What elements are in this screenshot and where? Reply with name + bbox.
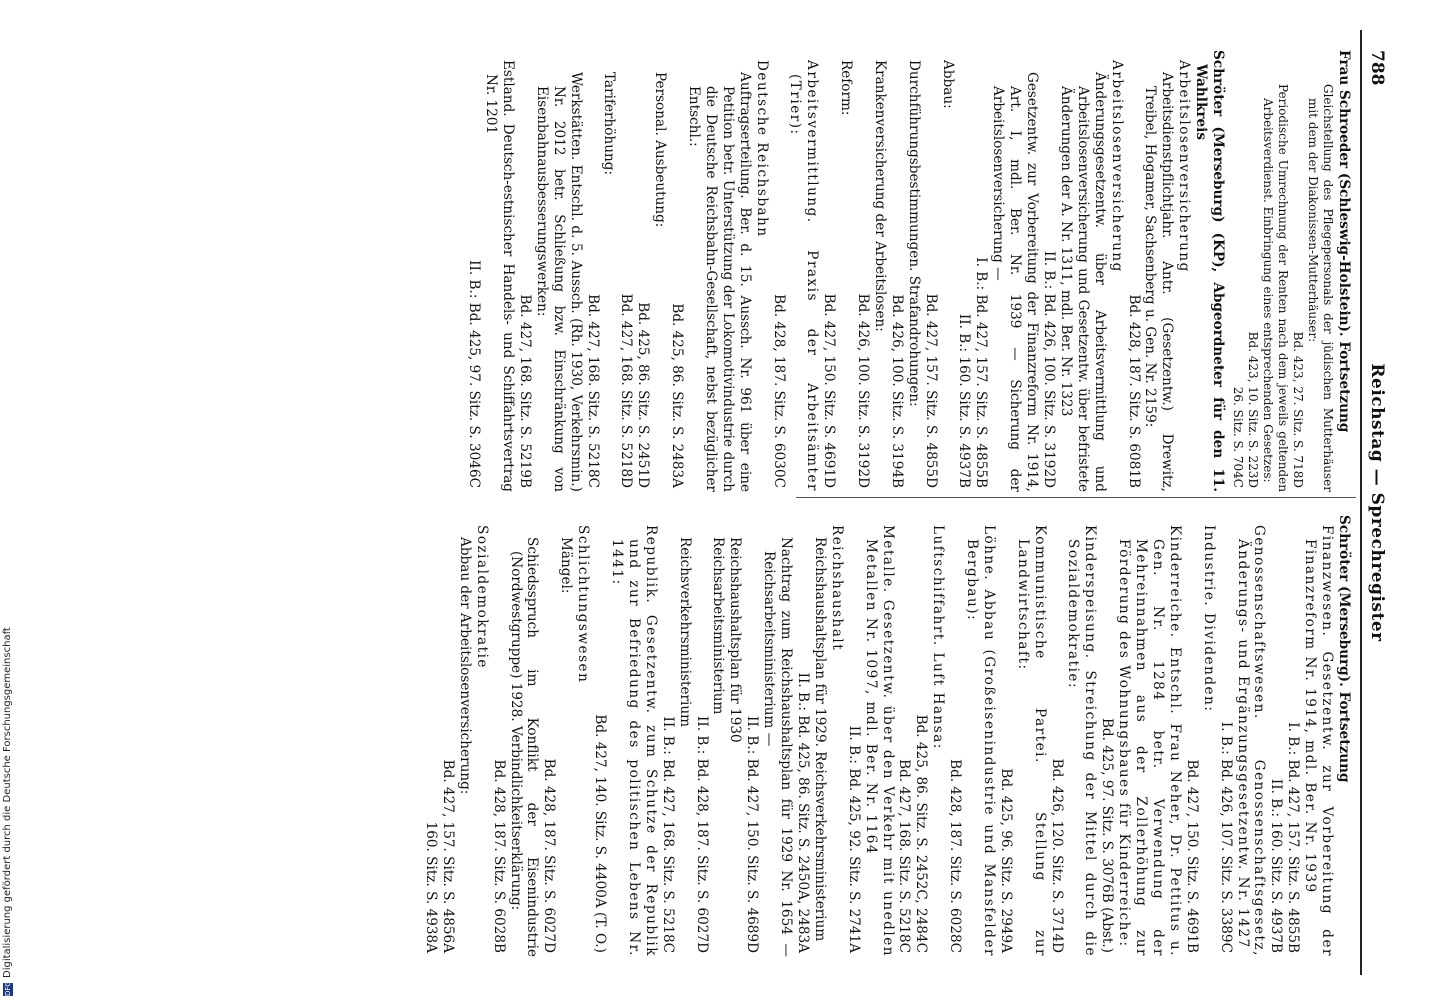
index-reference: II. B.: 160. Sitz. S. 4937B: [1268, 778, 1285, 953]
index-entry: Durchführungsbestimmungen. Strafandrohungen:: [905, 60, 922, 407]
index-entry: Arbeitslosenversicherung: [1176, 60, 1193, 273]
running-head: Reichstag — Sprechregister: [1367, 363, 1387, 642]
index-reference: Bd. 425, 86. Sitz. S. 2452C, 2484C: [913, 714, 930, 953]
index-reference: II. B.: Bd. 426, 100. Sitz. S. 3192D: [1041, 251, 1058, 488]
digitization-footer: [0, 0, 22, 1000]
index-entry: Schlichtungswesen: [575, 525, 592, 684]
footer-credit: Digitalisierung gefördert durch die Deutsche Forschungsgemeinschaft: [2, 627, 13, 978]
index-reference: II. B.: Bd. 428, 187. Sitz. S. 6027D: [693, 716, 710, 953]
index-entry: Tariferhöhung:: [601, 72, 618, 176]
index-entry: Änderungsgesetzentw. über Arbeitsvermittlung und Arbeitslosenversicherung und Gesetzentw. über befristete Änderungen der A. Nr. 1311, mdl. Ber. Nr. 1323: [1057, 72, 1108, 492]
index-reference: Bd. 427, 168. Sitz. S. 5218C: [896, 759, 913, 953]
index-reference: Bd. 427, 140. Sitz. S. 4400A (T. O.): [592, 714, 609, 953]
index-entry: Kommunistische Partei. Stellung zur Landwirtschaft:: [1014, 525, 1048, 957]
index-entry: Luftschiffahrt. Luft Hansa:: [930, 525, 947, 750]
index-entry: Nachtrag zum Reichshaushaltsplan für 1929 Nr. 1654 — Reichsarbeitsministerium —: [761, 537, 795, 957]
index-reference: II. B.: Bd. 425, 97. Sitz. S. 3046C: [466, 260, 483, 488]
index-entry: Kinderreiche. Entschl. Frau Neher, Dr. Pettitus u. Gen. Nr. 1284 betr. Verwendung der Mehreinnahmen aus der Zollerhöhung zur Förderung des Wohnungsbaues für Kinderreiche:: [1116, 525, 1183, 957]
index-reference: Bd. 427, 168. Sitz. S. 5218C: [584, 294, 601, 488]
index-reference: Bd. 427, 168. Sitz. S. 5218D: [618, 293, 635, 488]
index-reference: Bd. 426, 100. Sitz. S. 3194B: [888, 294, 905, 488]
index-reference: II. B.: Bd. 427, 150. Sitz. S. 4689D: [744, 716, 761, 953]
index-column-left: [465, 50, 1356, 492]
index-reference: 26. Sitz. S. 704C: [1231, 386, 1246, 488]
index-entry: Schröter (Merseburg) (KP), Abgeordneter für den 11. Wahlkreis: [1193, 50, 1227, 492]
index-entry: Abbau:: [939, 60, 956, 109]
index-reference: Bd. 425, 86. Sitz. S. 2483A: [669, 303, 686, 488]
index-entry: Gesetzentw. zur Vorbereitung der Finanzreform Nr. 1914, Art. I, mdl. Ber. Nr. 1939 — Sicherung der Arbeitslosenversicherung —: [990, 72, 1041, 492]
index-entry: Auftragserteilung. Ber. d. 15. Aussch. Nr. 961 über eine Petition betr. Unterstützung der Lokomotivindustrie durch die Deutsche Reichsbahn-Gesellschaft, nebst bezüglicher Entschl.:: [686, 72, 753, 492]
index-entry: Reichshaushalt: [828, 525, 845, 652]
index-entry: Frau Schroeder (Schleswig-Holstein). Fortsetzung: [1336, 50, 1352, 433]
page-number: 788: [1367, 50, 1387, 86]
index-reference: Bd. 427, 157. Sitz. S. 4855D: [922, 293, 939, 488]
index-reference: I. B.: Bd. 427, 157. Sitz. S. 4855B: [1285, 722, 1302, 953]
index-entry: Abbau der Arbeitslosenversicherung:: [456, 537, 473, 795]
index-entry: Sozialdemokratie: [473, 525, 490, 669]
index-reference: Bd. 427, 150. Sitz. S. 4691D: [821, 293, 838, 488]
index-reference: Bd. 428, 187. Sitz. S. 6081B: [1125, 294, 1142, 488]
index-reference: I. B.: Bd. 427, 157. Sitz. S. 4855B: [973, 257, 990, 488]
index-reference: 160. Sitz. S. 4938A: [423, 821, 440, 953]
index-reference: Bd. 428, 187. Sitz. S. 6030C: [770, 294, 787, 488]
index-reference: Bd. 426, 100. Sitz. S. 3192D: [855, 293, 872, 488]
index-reference: Bd. 426, 120. Sitz. S. 3714D: [1048, 758, 1065, 953]
index-entry: Reform:: [838, 60, 855, 116]
index-reference: Bd. 427, 157. Sitz. S. 4856A: [439, 759, 456, 953]
index-reference: Bd. 425, 97. Sitz. S. 3076B (Abst.): [1099, 717, 1116, 953]
index-entry: Werkstätten. Entschl. d. 5. Aussch. (Rh. 1930, Verkehrsmin.) Nr. 2012 betr. Schließung bzw. Einschränkung von Eisenbahnausbesserungswerken:: [533, 72, 584, 492]
index-reference: II. B.: Bd. 427, 168. Sitz. S. 5218C: [659, 716, 676, 953]
page-header: [1360, 30, 1422, 975]
index-reference: I. B.: Bd. 426, 107. Sitz. S. 3389C: [1217, 721, 1234, 953]
index-entry: Republik. Gesetzentw. zum Schutze der Republik und zur Befriedung des politischen Lebens Nr. 1441:: [609, 525, 659, 957]
index-entry: Industrie. Dividenden:: [1200, 525, 1217, 713]
index-entry: Finanzwesen. Gesetzentw. zur Vorbereitung der Finanzreform Nr. 1914, mdl. Ber. Nr. 1939: [1302, 525, 1336, 957]
index-reference: Bd. 425, 86. Sitz. S. 2451D: [635, 302, 652, 488]
index-entry: Reichshaushaltsplan für 1929. Reichsverkehrsministerium: [811, 537, 828, 942]
index-reference: Bd. 428, 187. Sitz. S. 6027D: [541, 758, 558, 953]
index-entry: Reichsarbeitsministerium: [710, 537, 727, 715]
index-reference: Bd. 425, 96. Sitz. S. 2949A: [997, 768, 1014, 953]
index-entry: Arbeitsdienstpflichtjahr. Antr. (Gesetzentw.) Drewitz, Treibel, Hogamer, Sachsenberg u. Gen. Nr. 2159:: [1142, 72, 1176, 492]
index-reference: Bd. 423, 27. Sitz. S. 718D: [1291, 331, 1306, 488]
dfg-logo-icon: DFG: [4, 981, 12, 996]
index-entry: Gleichstellung des Pflegepersonals der jüdischen Mutterhäuser mit dem der Diakonissen-Mutterhäuser:: [1306, 84, 1336, 492]
index-entry: Mängel:: [558, 537, 575, 594]
column-divider: [796, 497, 1356, 498]
index-entry: Schröter (Merseburg). Fortsetzung: [1336, 515, 1352, 783]
index-entry: Periodische Umrechnung der Renten nach dem jeweils geltenden Arbeitsverdienst. Einbringung eines entsprechenden Gesetzes:: [1261, 84, 1291, 492]
index-entry: Genossenschaftswesen. Genossenschaftsgesetz, Änderungs- und Ergänzungsgesetzentw. Nr. 1427: [1234, 525, 1268, 957]
index-entry: Deutsche Reichsbahn: [753, 60, 770, 238]
index-reference: II. B.: Bd. 425, 86. Sitz. S. 2450A, 2483A: [795, 672, 811, 953]
index-entry: Schiedsspruch im Konflikt der Eisenindustrie (Nordwestgruppe) 1928. Verbindlichkeitserklärung:: [507, 537, 541, 957]
index-reference: II. B.: Bd. 425, 92. Sitz. S. 2741A: [845, 725, 862, 953]
index-reference: Bd. 427, 168. Sitz. S. 5219B: [516, 294, 533, 488]
index-reference: II. B.: 160. Sitz. S. 4937B: [956, 313, 973, 488]
index-reference: Bd. 428, 187. Sitz. S. 6028B: [490, 759, 507, 953]
index-entry: Kinderspeisung. Streichung der Mittel durch die Sozialdemokratie:: [1065, 525, 1099, 957]
index-entry: Personal. Ausbeutung:: [652, 72, 669, 228]
index-reference: Bd. 428, 187. Sitz. S. 6028C: [947, 759, 964, 953]
index-entry: Estland. Deutsch-estnischer Handels- und Schiffahrtsvertrag Nr. 1201: [483, 60, 517, 492]
index-entry: Metalle. Gesetzentw. über den Verkehr mit unedlen Metallen Nr. 1097, mdl. Ber. Nr. 1164: [862, 525, 896, 957]
index-entry: Arbeitslosenversicherung: [1108, 60, 1125, 273]
index-entry: Arbeitsvermittlung. Praxis der Arbeitsämter (Trier):: [787, 60, 821, 492]
index-entry: Löhne. Abbau (Großeisenindustrie und Mansfelder Bergbau):: [964, 525, 997, 957]
index-reference: Bd. 427, 150. Sitz. S. 4691B: [1183, 759, 1200, 953]
index-entry: Reichshaushaltsplan für 1930: [727, 537, 744, 743]
index-column-right: [422, 515, 1356, 957]
index-reference: Bd. 423, 10. Sitz. S. 223D: [1246, 331, 1261, 488]
index-entry: Reichsverkehrsministerium: [676, 537, 693, 728]
index-entry: Krankenversicherung der Arbeitslosen:: [871, 60, 888, 332]
